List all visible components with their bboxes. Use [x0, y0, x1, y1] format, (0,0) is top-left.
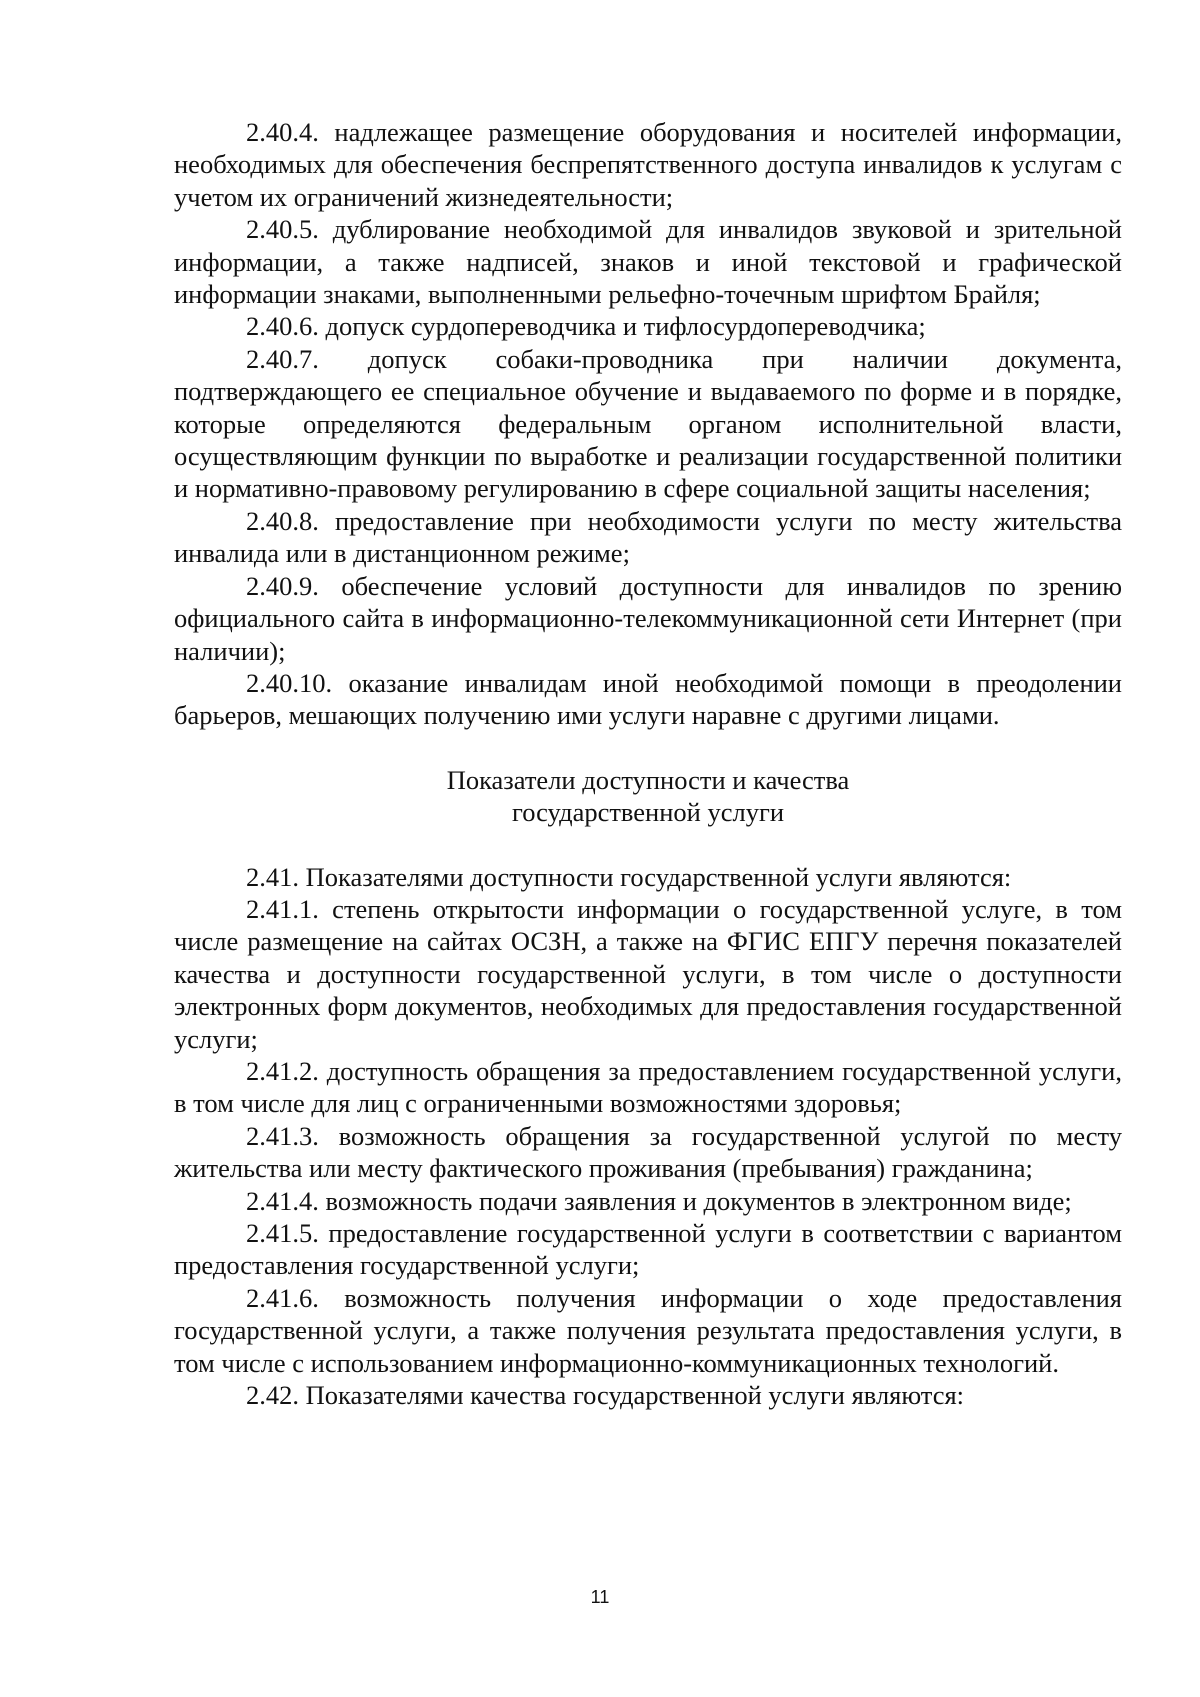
paragraph-2-40-8: 2.40.8. предоставление при необходимости услуги по месту жительства инвалида или в дистанционном режиме; [174, 505, 1122, 569]
section-heading [174, 764, 1122, 829]
paragraph-2-41-2: 2.41.2. доступность обращения за предоставлением государственной услуги, в том числе для лиц с ограниченными возможностями здоровья; [174, 1055, 1122, 1119]
document-body [174, 116, 1122, 1411]
page-number: 11 [590, 1587, 610, 1607]
paragraph-2-40-4: 2.40.4. надлежащее размещение оборудования и носителей информации, необходимых для обеспечения беспрепятственного доступа инвалидов к услугам с учетом их ограничений жизнедеятельности; [174, 117, 1122, 212]
paragraph-2-41-6: 2.41.6. возможность получения информации о ходе предоставления государственной услуги, а также получения результата предоставления услуги, в том числе с использованием информационно-коммуникационных технологий. [174, 1282, 1122, 1378]
paragraph-2-41: 2.41. Показателями доступности государственной услуги являются: [246, 861, 1012, 892]
paragraph-2-41-5: 2.41.5. предоставление государственной услуги в соответствии с вариантом предоставления государственной услуги; [174, 1218, 1122, 1281]
paragraph-2-42: 2.42. Показателями качества государственной услуги являются: [246, 1380, 965, 1411]
section-heading-line-2: государственной услуги [511, 797, 785, 828]
section-heading-line-1: Показатели доступности и качества [446, 764, 850, 795]
paragraph-2-41-1: 2.41.1. степень открытости информации о государственной услуге, в том числе размещение на сайтах ОСЗН, а также на ФГИС ЕПГУ перечня показателей качества и доступности государственной услуги, в том числе о доступности электронных форм документов, необходимых для предоставления государственной услуги; [174, 893, 1122, 1054]
paragraph-2-40-5: 2.40.5. дублирование необходимой для инвалидов звуковой и зрительной информации, а также надписей, знаков и иной текстовой и графической информации знаками, выполненными рельефно-точечным шрифтом Брайля; [174, 214, 1122, 310]
paragraph-2-40-10: 2.40.10. оказание инвалидам иной необходимой помощи в преодолении барьеров, мешающих получению ими услуги наравне с другими лицами. [174, 667, 1122, 731]
paragraph-2-41-4: 2.41.4. возможность подачи заявления и документов в электронном виде; [246, 1185, 1072, 1216]
paragraph-2-41-3: 2.41.3. возможность обращения за государственной услугой по месту жительства или месту фактического проживания (пребывания) гражданина; [174, 1120, 1122, 1184]
paragraph-2-40-7: 2.40.7. допуск собаки-проводника при наличии документа, подтверждающего ее специальное обучение и выдаваемого по форме и в порядке, которые определяются федеральным органом исполнительной власти, осуществляющим функции по выработке и реализации государственной политики и нормативно-правовому регулированию в сфере социальной защиты населения; [174, 343, 1122, 504]
paragraph-2-40-9: 2.40.9. обеспечение условий доступности для инвалидов по зрению официального сайта в информационно-телекоммуникационной сети Интернет (при наличии); [174, 570, 1122, 666]
paragraph-2-40-6: 2.40.6. допуск сурдопереводчика и тифлосурдопереводчика; [246, 311, 926, 342]
